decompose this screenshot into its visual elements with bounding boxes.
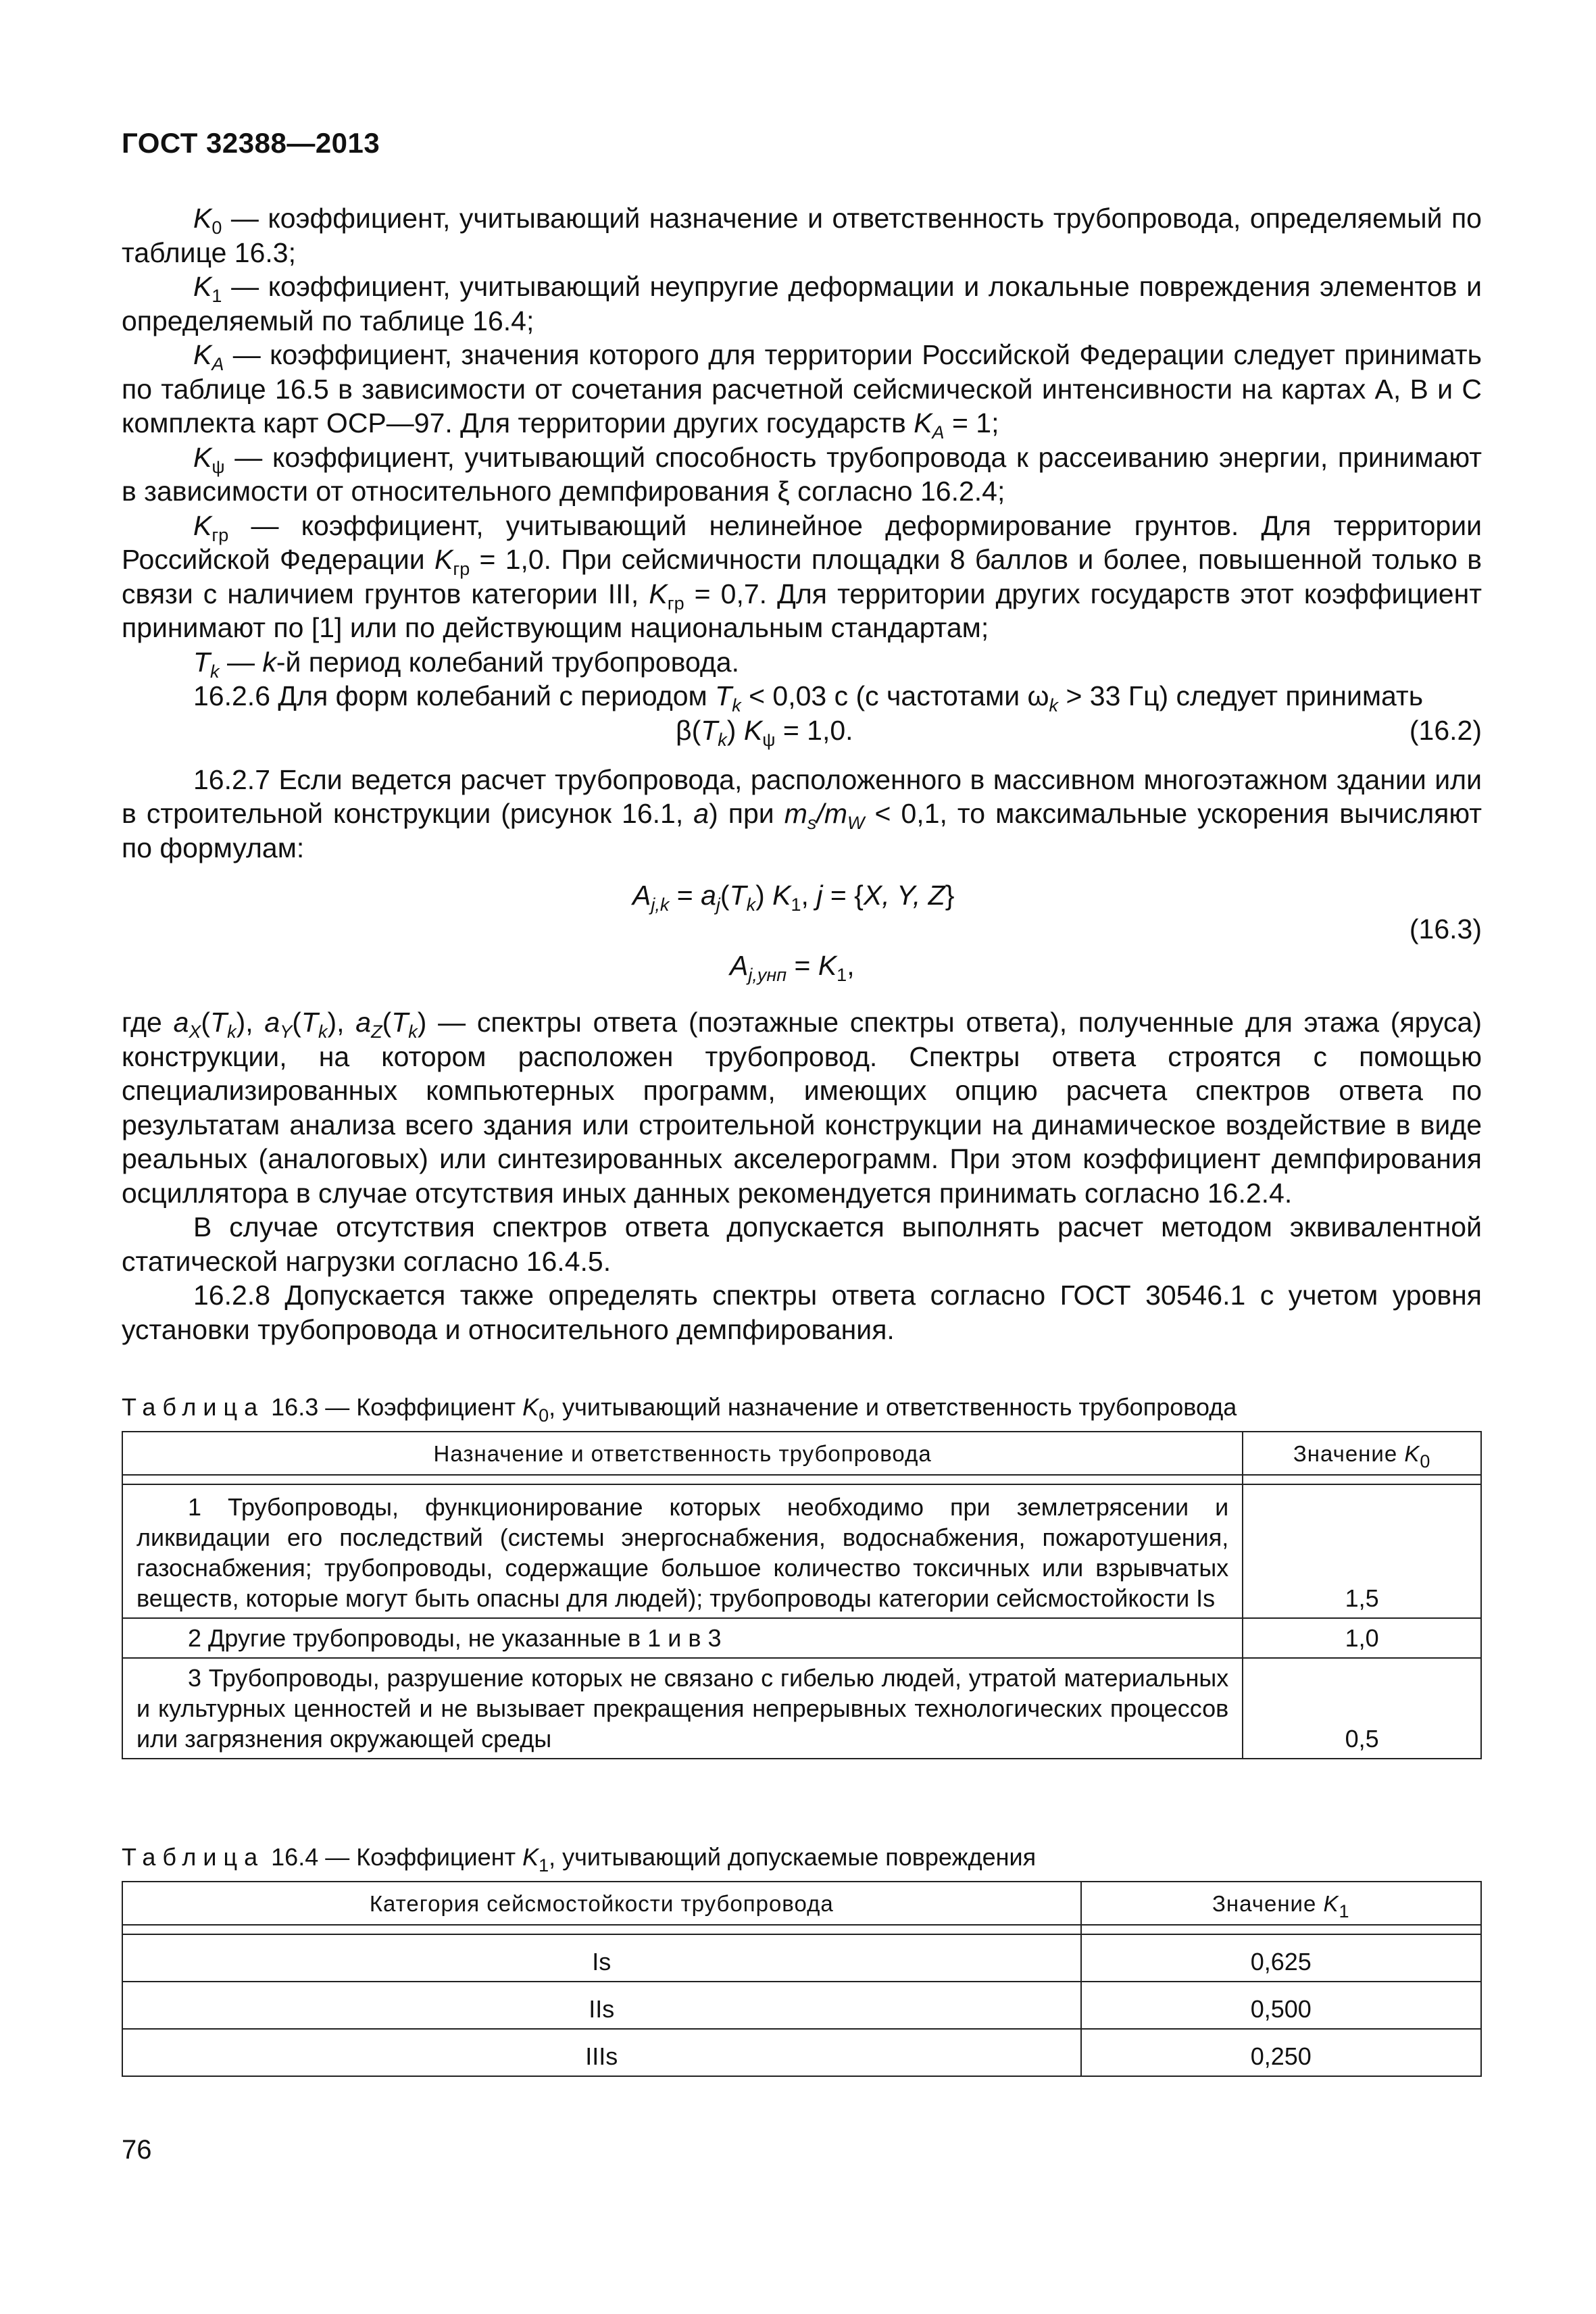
formula-16-3-line-1: $A_{j,k} = a_j(T_k)$ $K_1$, j = {X, Y, Z} <box>632 880 955 915</box>
def-kpsi: $K_\psi$ — коэффициент, учитывающий способность трубопровода к рассеиванию энергии, принимают в зависимости от относительного демпфирования ξ согласно 16.2.4; <box>122 441 1482 507</box>
formula-16-2-expression: $\beta(T_k) K_\psi = 1,0$. <box>676 714 853 750</box>
table-cell-purpose: 2 Другие трубопроводы, не указанные в 1 и в 3 <box>122 1618 1243 1658</box>
column-header-purpose: Назначение и ответственность трубопровода <box>122 1432 1243 1475</box>
paragraph-where: где $a_X(T_k)$, $a_Y(T_k)$, $a_Z(T_k)$ — спектры ответа (поэтажные спектры ответа), полученные для этажа (яруса) конструкции, на котором расположен трубопровод. Спектры ответа строятся с помощью специализированных компьютерных программ, имеющих опцию расчета спектров ответа по результатам анализа всего здания или строительной конструкции на динамическое воздействие в виде реальных (аналоговых) или синтезированных акселерограмм. При этом коэффициент демпфирования осциллятора в случае отсутствия иных данных рекомендуется принимать согласно 16.2.4. <box>122 1007 1482 1209</box>
table-cell-value: 0,5 <box>1243 1658 1481 1759</box>
table-row <box>122 1934 1481 1982</box>
table-cell-value: 0,250 <box>1081 2029 1481 2076</box>
clause-16-2-8: 16.2.8 Допускается также определять спектры ответа согласно ГОСТ 30546.1 с учетом уровня установки трубопровода и относительного демпфирования. <box>122 1280 1482 1345</box>
table-row <box>122 1982 1481 2029</box>
formula-16-3 <box>122 878 1482 1005</box>
table-row <box>122 2029 1481 2076</box>
body-text <box>122 201 1482 1347</box>
clause-16-2-6: 16.2.6 Для форм колебаний с периодом $T_k < 0,03$ с (с частотами $\omega_k > 33$ Гц) следует принимать <box>193 680 1424 715</box>
document-header: ГОСТ 32388—2013 <box>122 127 380 159</box>
table-row <box>122 1618 1481 1658</box>
paragraph-absent-spectra: В случае отсутствия спектров ответа допускается выполнять расчет методом эквивалентной статической нагрузки согласно 16.4.5. <box>122 1211 1482 1277</box>
table-cell-category: IIIs <box>122 2029 1081 2076</box>
formula-16-2 <box>122 713 1482 748</box>
table-16-4-title: Таблица 16.4 — Коэффициент $K_1$, учитывающий допускаемые повреждения <box>122 1843 1037 1876</box>
column-header-value: Значение $K_1$ <box>1081 1882 1481 1925</box>
table-cell-value: 0,625 <box>1081 1934 1481 1982</box>
table-16-4 <box>122 1881 1482 2077</box>
def-kgr: $K_{гр}$ — коэффициент, учитывающий нелинейное деформирование грунтов. Для территории Российской Федерации $K_{гр} = 1,0$. При сейсмичности площадки 8 баллов и более, повышенной только в связи с наличием грунтов категории III, $K_{гр} = 0,7$. Для территории других государств этот коэффициент принимают по [1] или по действующим национальным стандартам; <box>122 509 1482 643</box>
table-16-3-title: Таблица 16.3 — Коэффициент $K_0$, учитывающий назначение и ответственность трубопровода <box>122 1393 1237 1426</box>
table-cell-value: 0,500 <box>1081 1982 1481 2029</box>
def-tk: $T_k$ — k-й период колебаний трубопровода. <box>193 646 739 682</box>
clause-16-2-7: 16.2.7 Если ведется расчет трубопровода, расположенного в массивном многоэтажном здании или в строительной конструкции (рисунок 16.1, а) при $m_s/m_W < 0,1$, то максимальные ускорения вычисляют по формулам: <box>122 763 1482 863</box>
header-separator-row <box>122 1925 1481 1934</box>
table-16-3 <box>122 1431 1482 1759</box>
table-cell-category: Is <box>122 1934 1081 1982</box>
table-cell-category: IIs <box>122 1982 1081 2029</box>
page-number: 76 <box>122 2135 152 2165</box>
formula-16-3-number: (16.3) <box>1409 913 1482 945</box>
header-separator-row <box>122 1475 1481 1484</box>
table-cell-purpose: 1 Трубопроводы, функционирование которых необходимо при землетрясении и ликвидации его последствий (системы энергоснабжения, водоснабжения, пожаротушения, газоснабжения; трубопроводы, содержащие большое количество токсичных или взрывчатых веществ, которые могут быть опасны для людей); трубопроводы категории сейсмостойкости Is <box>122 1484 1243 1618</box>
formula-16-3-line-2: $A_{j,унп} = K_1$, <box>730 950 855 985</box>
def-k1: $K_1$ — коэффициент, учитывающий неупругие деформации и локальные повреждения элементов и определяемый по таблице 16.4; <box>122 271 1482 336</box>
table-header-row <box>122 1882 1481 1925</box>
table-row <box>122 1484 1481 1618</box>
def-k0: $K_0$ — коэффициент, учитывающий назначение и ответственность трубопровода, определяемый по таблице 16.3; <box>122 203 1482 268</box>
column-header-category: Категория сейсмостойкости трубопровода <box>122 1882 1081 1925</box>
column-header-value: Значение $K_0$ <box>1243 1432 1481 1475</box>
table-cell-value: 1,0 <box>1243 1618 1481 1658</box>
table-header-row <box>122 1432 1481 1475</box>
table-row <box>122 1658 1481 1759</box>
table-cell-purpose: 3 Трубопроводы, разрушение которых не связано с гибелью людей, утратой материальных и культурных ценностей и не вызывает прекращения непрерывных технологических процессов или загрязнения окружающей среды <box>122 1658 1243 1759</box>
def-ka: $K_A$ — коэффициент, значения которого для территории Российской Федерации следует принимать по таблице 16.5 в зависимости от сочетания расчетной сейсмической интенсивности на картах А, В и С комплекта карт ОСР—97. Для территории других государств $K_A = 1$; <box>122 339 1482 443</box>
formula-16-2-number: (16.2) <box>1409 714 1482 746</box>
table-cell-value: 1,5 <box>1243 1484 1481 1618</box>
